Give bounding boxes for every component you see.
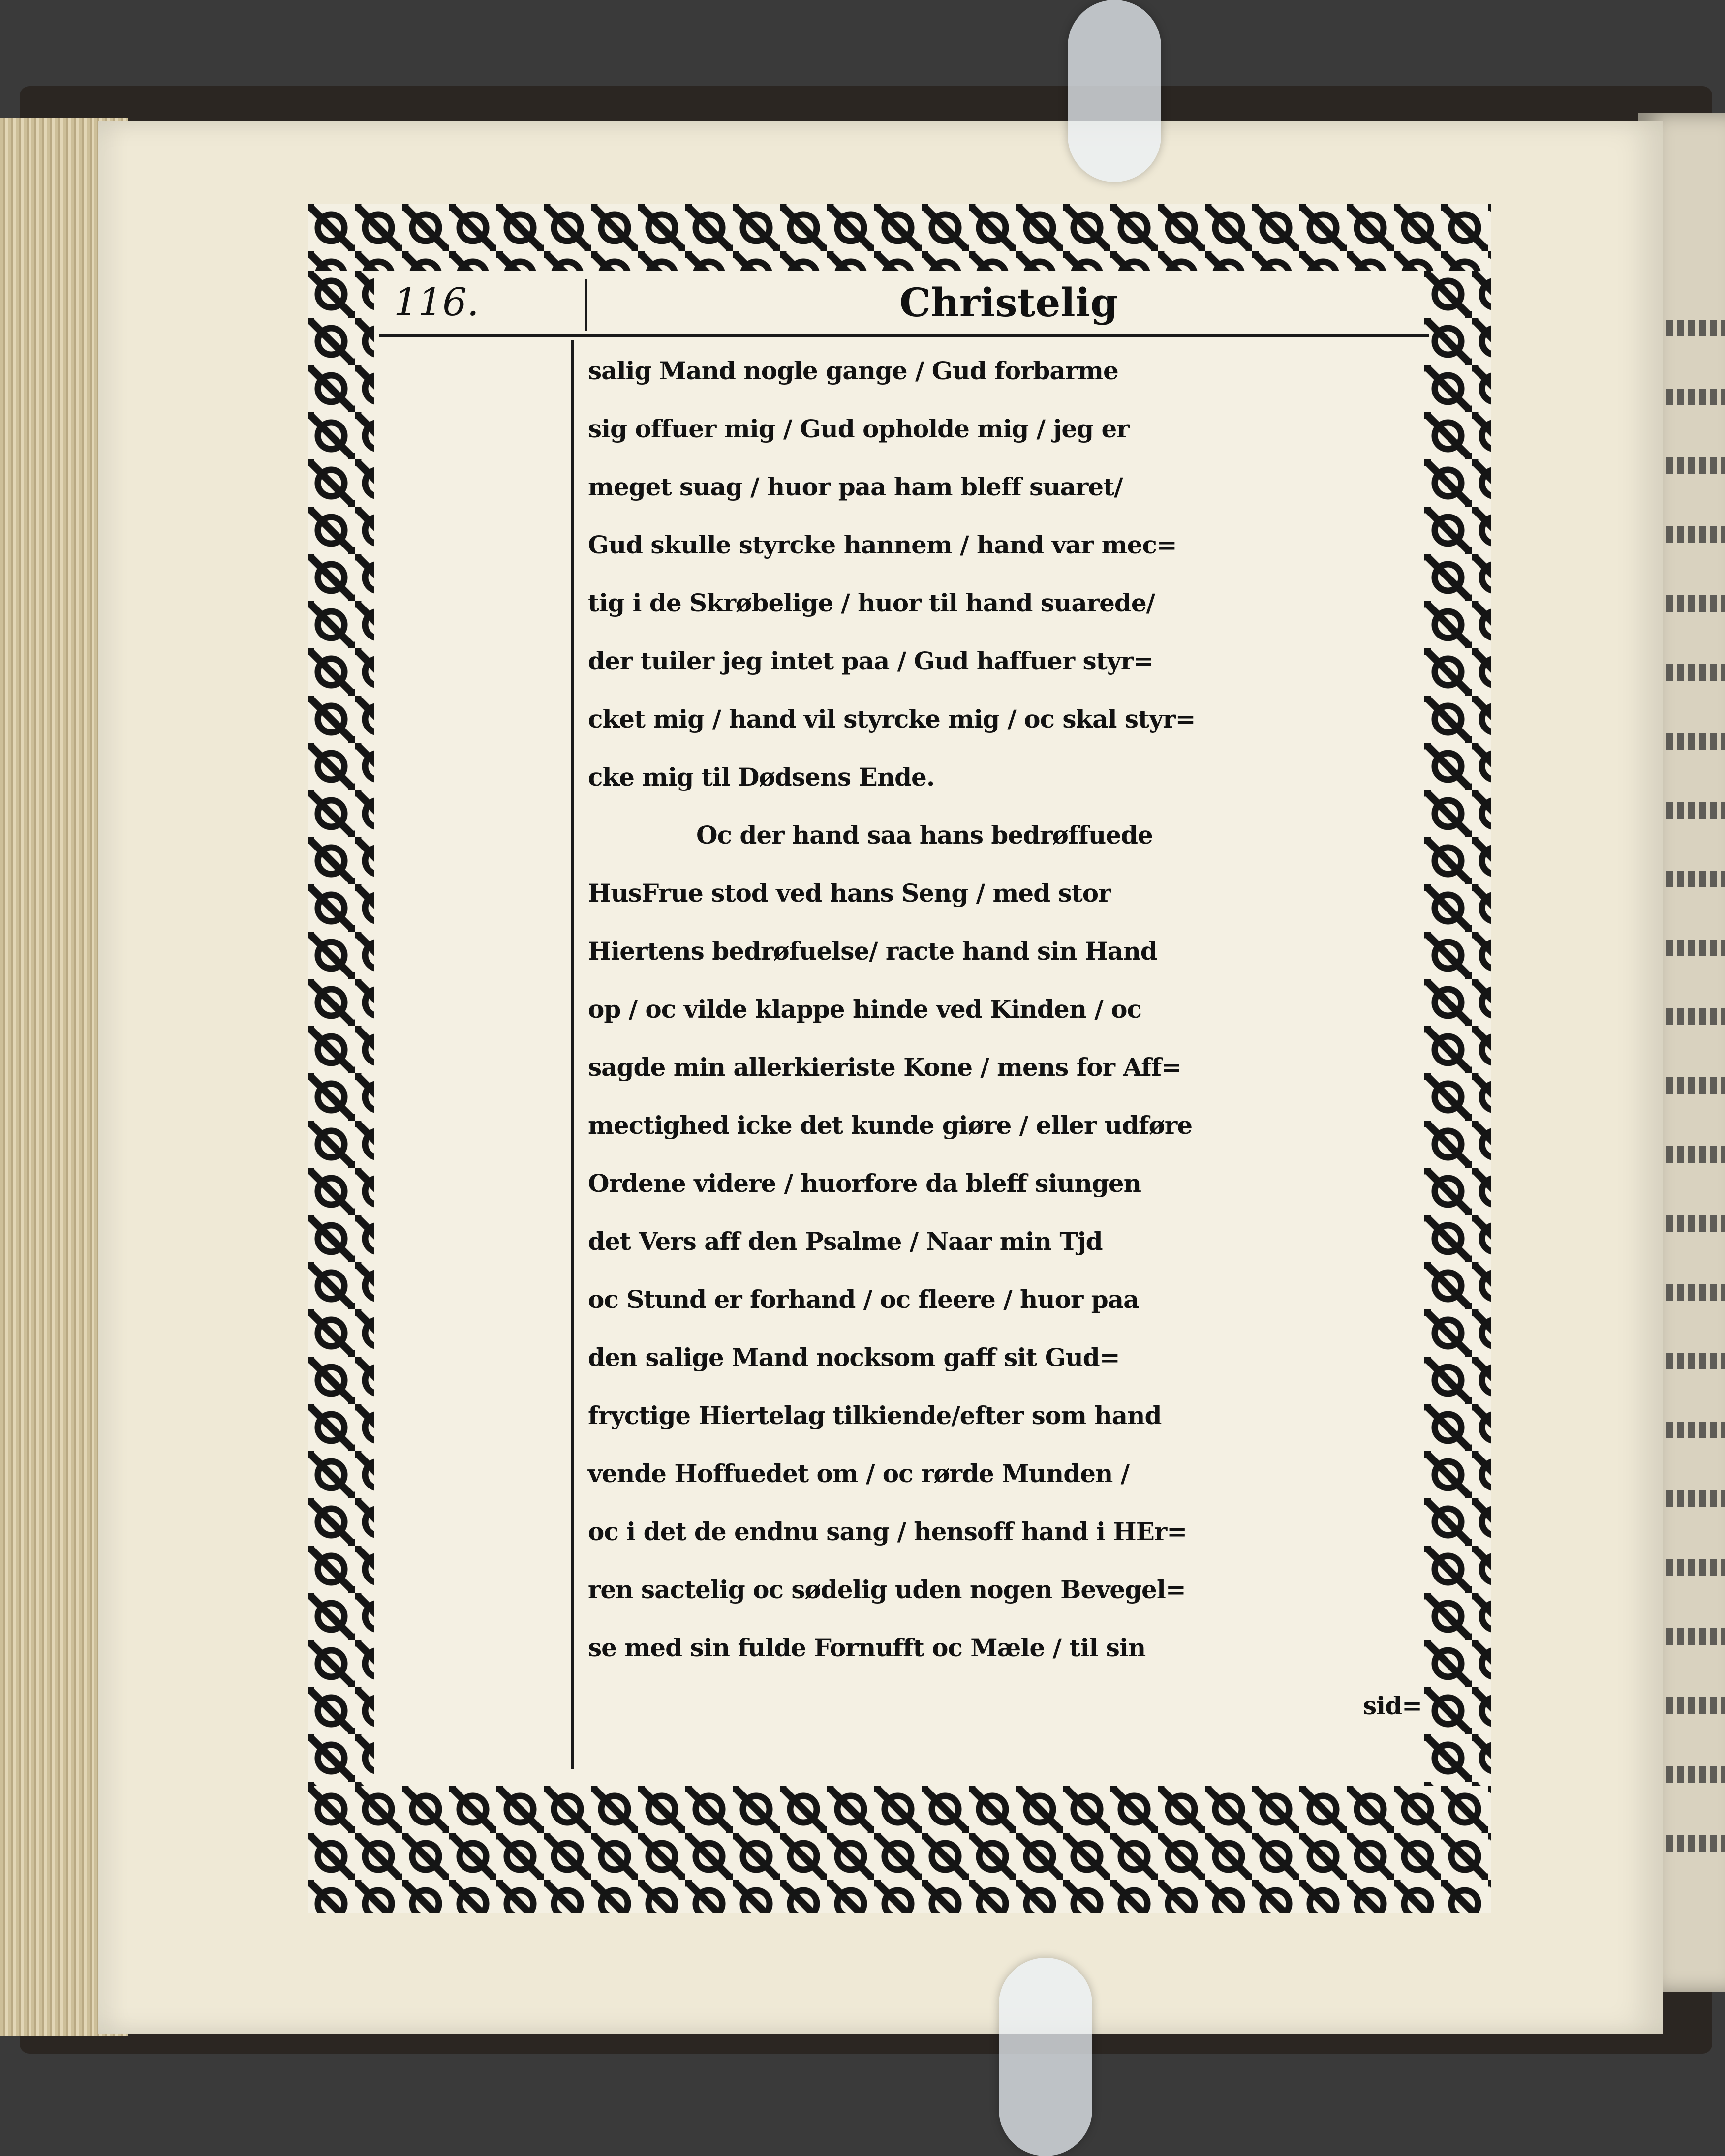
text-line: sagde min allerkieriste Kone / mens for Aff=	[588, 1053, 1182, 1082]
text-line: Hiertens bedrøfuelse/ racte hand sin Hand	[588, 937, 1157, 966]
text-line: cket mig / hand vil styrcke mig / oc skal styr=	[588, 704, 1196, 733]
text-line: der tuiler jeg intet paa / Gud haffuer styr=	[588, 646, 1154, 675]
page-clip-bottom	[999, 1958, 1092, 2156]
text-line: fryctige Hiertelag tilkiende/efter som hand	[588, 1401, 1162, 1430]
ornamental-border-right	[1424, 271, 1491, 1786]
text-line: mectighed icke det kunde giøre / eller udføre	[588, 1111, 1193, 1140]
text-line: vende Hoffuedet om / oc rørde Munden /	[588, 1459, 1130, 1488]
ornamental-border-left	[308, 271, 374, 1786]
catchword: sid=	[1363, 1691, 1422, 1720]
page-clip-top	[1068, 0, 1161, 182]
text-line: Ordene videre / huorfore da bleff siungen	[588, 1169, 1141, 1198]
text-line: ren sactelig oc sødelig uden nogen Bevegel=	[588, 1575, 1186, 1604]
text-line: op / oc vilde klappe hinde ved Kinden / oc	[588, 995, 1141, 1024]
text-line: HusFrue stod ved hans Seng / med stor	[588, 879, 1111, 908]
margin-rule	[571, 340, 574, 1769]
text-line: se med sin fulde Fornufft oc Mæle / til sin	[588, 1633, 1146, 1662]
text-line: det Vers aff den Psalme / Naar min Tjd	[588, 1227, 1103, 1256]
text-line: den salige Mand nocksom gaff sit Gud=	[588, 1343, 1120, 1372]
text-line: salig Mand nogle gange / Gud forbarme	[588, 356, 1118, 385]
header-separator	[585, 279, 587, 331]
text-line: sig offuer mig / Gud opholde mig / jeg er	[588, 414, 1129, 443]
text-line: tig i de Skrøbelige / huor til hand suarede/	[588, 588, 1155, 617]
running-head: Christelig	[899, 279, 1118, 326]
text-line: Gud skulle styrcke hannem / hand var mec=	[588, 530, 1177, 559]
header-rule	[379, 334, 1429, 337]
ornamental-border-bottom	[308, 1786, 1491, 1913]
text-line: cke mig til Dødsens Ende.	[588, 762, 935, 791]
body-text	[588, 342, 1422, 1735]
text-line: Oc der hand saa hans bedrøffuede	[696, 820, 1153, 850]
ornamental-border-top	[308, 204, 1491, 271]
text-line: oc Stund er forhand / oc fleere / huor paa	[588, 1285, 1139, 1314]
page-number: 116.	[394, 280, 479, 325]
text-line: meget suag / huor paa ham bleff suaret/	[588, 472, 1123, 501]
text-line: oc i det de endnu sang / hensoff hand i HEr=	[588, 1517, 1187, 1546]
